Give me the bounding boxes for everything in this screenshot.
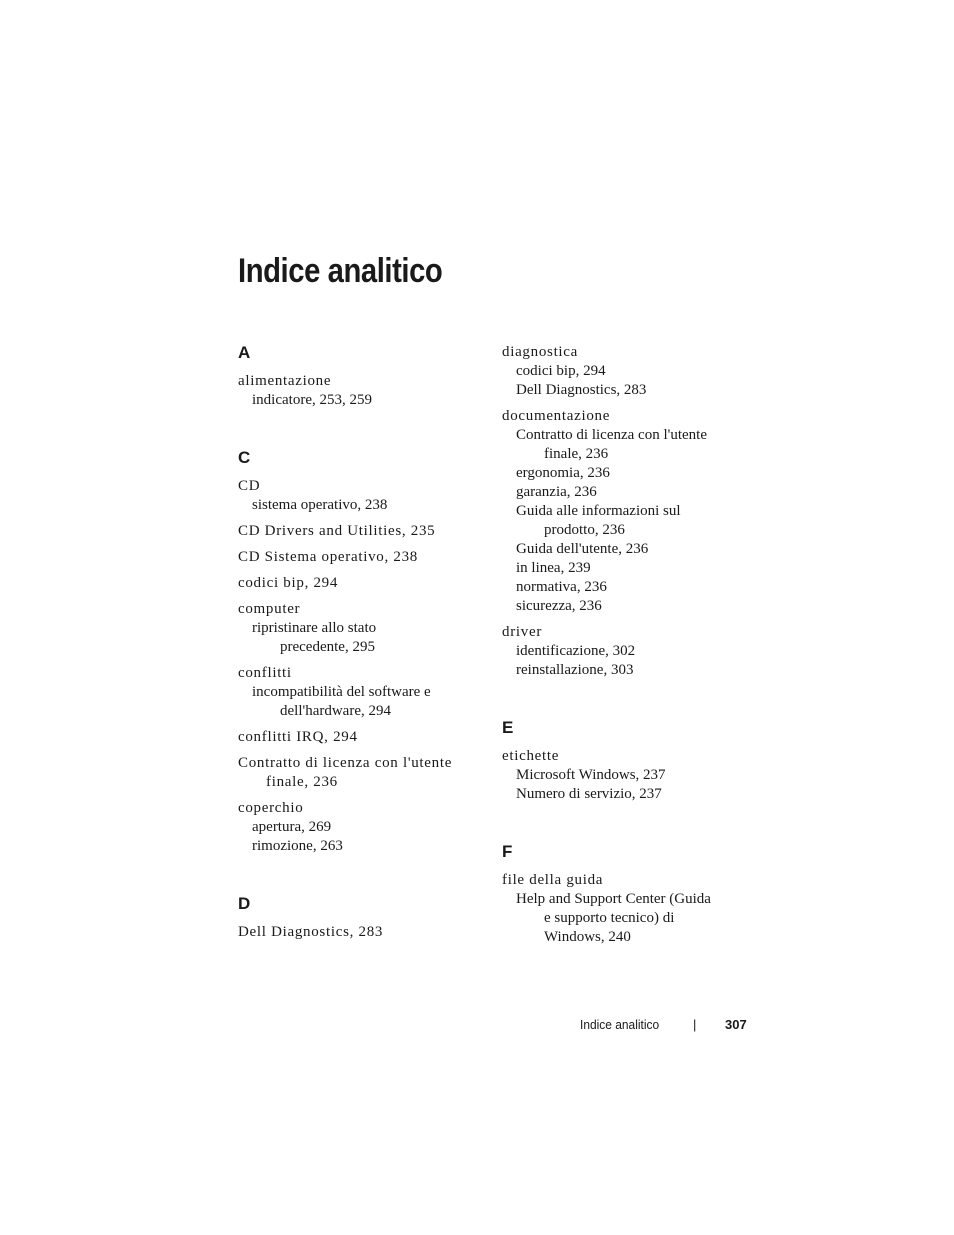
index-term: CD Sistema operativo, 238 [238,549,418,565]
index-term: CD [238,478,261,494]
index-subterm [502,890,752,947]
index-subterm [502,426,752,464]
footer-separator: | [693,1017,697,1032]
index-subterm: Dell Diagnostics, 283 [516,382,647,398]
index-term: codici bip, 294 [238,575,339,591]
index-entry [502,871,752,947]
index-subterm [238,619,488,657]
index-term: driver [502,624,543,640]
index-subterm: reinstallazione, 303 [516,662,634,678]
index-subterm: indicatore, 253, 259 [252,392,372,408]
page-footer [0,1015,954,1035]
page-title: Indice analitico [238,252,443,290]
index-subterm-continuation: prodotto, 236 [544,522,625,538]
index-subterm-line: ripristinare allo stato [252,620,377,636]
index-subterm: normativa, 236 [516,579,607,595]
index-subterm-continuation: precedente, 295 [280,639,375,655]
index-term: documentazione [502,408,611,424]
index-subterm: ergonomia, 236 [516,465,610,481]
index-subterm [238,683,488,721]
index-entry [238,664,488,721]
index-subterm-line: Help and Support Center (Guida [516,891,711,907]
index-subterm-continuation: dell'hardware, 294 [280,703,391,719]
index-subterm: in linea, 239 [516,560,591,576]
footer-section-label: Indice analitico [580,1017,660,1032]
index-subterm: apertura, 269 [252,819,332,835]
index-entry [502,623,752,680]
index-term: etichette [502,748,560,764]
index-term: CD Drivers and Utilities, 235 [238,523,436,539]
index-subterm: codici bip, 294 [516,363,606,379]
index-column-left [238,343,488,942]
index-entry [238,477,488,515]
index-subterm-continuation: Windows, 240 [544,929,631,945]
index-term: conflitti IRQ, 294 [238,729,358,745]
index-term: conflitti [238,665,292,681]
index-entry [238,372,488,410]
index-subterm-line: incompatibilità del software e [252,684,431,700]
index-subterm: sicurezza, 236 [516,598,602,614]
index-term: Dell Diagnostics, 283 [238,924,384,940]
index-entry [238,754,488,792]
index-entry [238,522,488,541]
index-letter-f: F [502,842,513,861]
index-term-line: Contratto di licenza con l'utente [238,755,453,771]
index-subterm: garanzia, 236 [516,484,597,500]
index-term [238,754,488,792]
index-subterm-continuation: finale, 236 [544,446,609,462]
index-subterm: Numero di servizio, 237 [516,786,662,802]
index-subterm: identificazione, 302 [516,643,636,659]
index-letter-e: E [502,718,514,737]
index-subterm: Microsoft Windows, 237 [516,767,666,783]
index-subterm: rimozione, 263 [252,838,343,854]
index-entry [238,728,488,747]
index-letter-c: C [238,448,251,467]
index-subterm: Guida dell'utente, 236 [516,541,649,557]
index-entry [238,548,488,567]
index-entry [238,799,488,856]
index-entry [238,574,488,593]
index-letter-a: A [238,343,251,362]
index-term: coperchio [238,800,304,816]
index-term: file della guida [502,872,604,888]
index-subterm-line: Contratto di licenza con l'utente [516,427,707,443]
index-entry [238,600,488,657]
index-letter-d: D [238,894,251,913]
index-term: alimentazione [238,373,332,389]
index-subterm-continuation: e supporto tecnico) di [544,910,675,926]
index-subterm-line: Guida alle informazioni sul [516,503,681,519]
index-entry [238,923,488,942]
index-entry [502,407,752,616]
index-term: diagnostica [502,344,579,360]
index-entry [502,747,752,804]
index-entry [502,343,752,400]
page-number: 307 [725,1017,747,1032]
index-column-right [502,343,752,947]
index-term-continuation: finale, 236 [266,774,338,790]
index-subterm: sistema operativo, 238 [252,497,388,513]
index-term: computer [238,601,301,617]
index-subterm [502,502,752,540]
